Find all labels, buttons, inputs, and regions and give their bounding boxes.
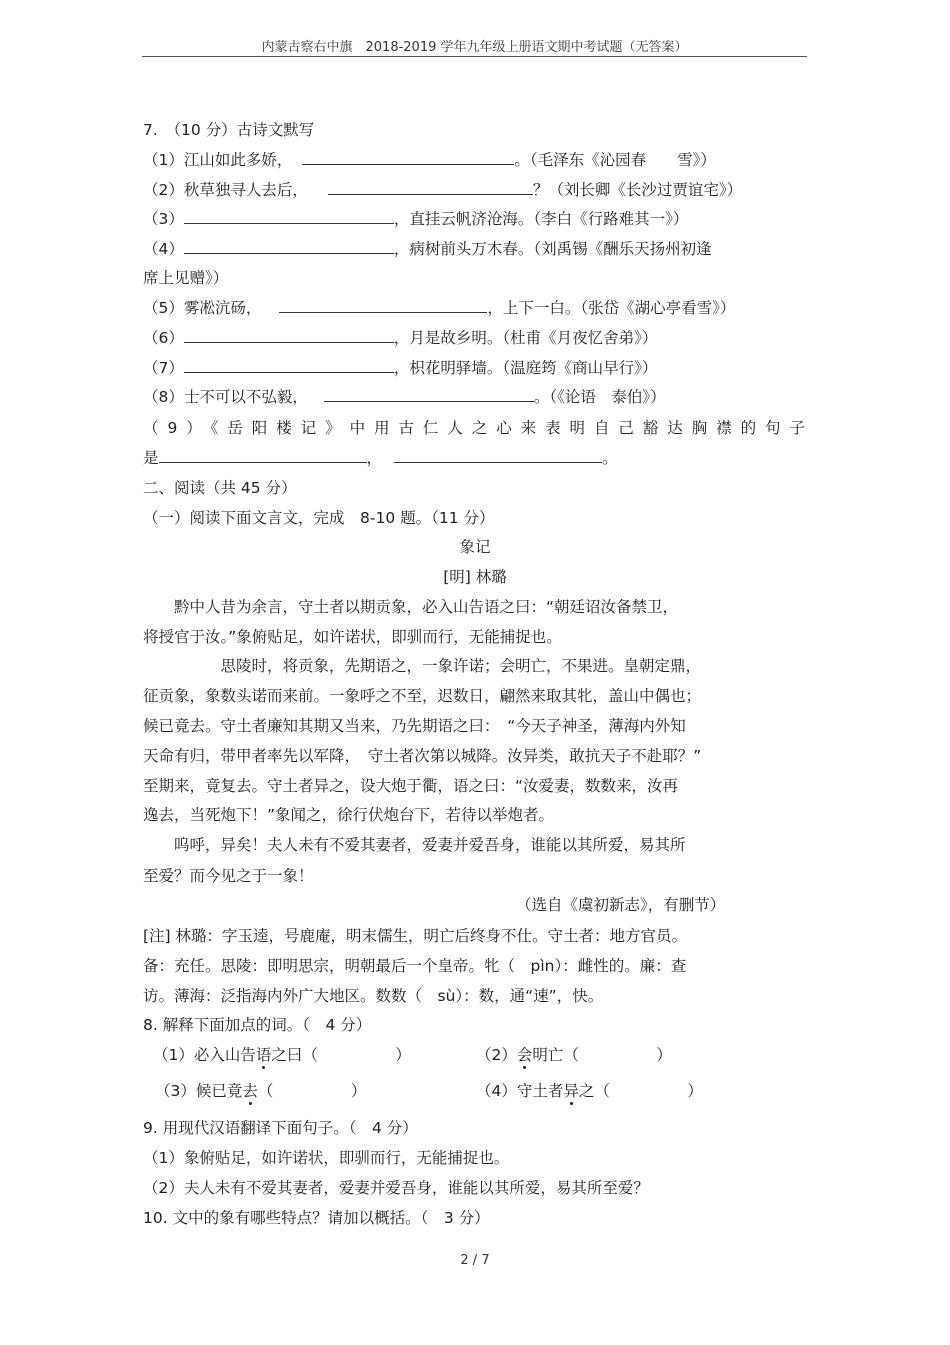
passage-line: 天命有归，带甲者率先以军降， 守土者次第以城降。汝异类，敢抗天子不赴耶？” xyxy=(143,747,702,765)
passage-title: 象记 xyxy=(459,538,491,556)
q8-item-3: （3）候已竟去（ ） xyxy=(155,1082,367,1100)
answer-blank[interactable] xyxy=(184,209,394,224)
q8-item-4: （4）守土者异之（ ） xyxy=(476,1082,703,1100)
page-header: 内蒙古察右中旗 2018-2019 学年九年级上册语文期中考试题（无答案） xyxy=(261,40,688,55)
q7-item-7: （7） ，枳花明驿墙。（温庭筠《商山早行》） xyxy=(143,359,658,377)
emphasis-dot-word: 去 xyxy=(242,1082,258,1100)
answer-blank[interactable] xyxy=(159,448,367,463)
q7-item-4: （4） ，病树前头万木春。（刘禹锡《酬乐天扬州初逢 xyxy=(143,240,712,258)
passage-line: 至期来，竟复去。守土者异之，设大炮于衢，语之曰：“汝爱妻，数数来，汝再 xyxy=(143,777,679,795)
q7-item-6: （6） ，月是故乡明。（杜甫《月夜忆舍弟》） xyxy=(143,329,658,347)
q8-item-1: （1）必入山告语之曰（ ） xyxy=(153,1046,411,1064)
page-number: 2 / 7 xyxy=(460,1253,490,1268)
q7-item-3: （3） ，直挂云帆济沧海。（李白《行路难其一》） xyxy=(143,210,689,228)
answer-blank[interactable] xyxy=(279,298,487,313)
emphasis-dot-word: 会 xyxy=(516,1046,533,1064)
answer-blank[interactable] xyxy=(184,239,394,254)
q7-item-4-cont: 席上见赠》） xyxy=(143,269,229,287)
passage-line: 逸去，当死炮下！”象闻之，徐行伏炮台下，若待以举炮者。 xyxy=(143,806,555,824)
passage-line: 黔中人昔为余言，守土者以期贡象，必入山告语之曰：“朝廷诏汝备禁卫， xyxy=(143,598,679,616)
q7-item-5: （5）雾凇沆砀， ，上下一白。（张岱《湖心亭看雪》） xyxy=(143,299,736,317)
q9-sentence-1: （1）象俯贴足，如许诺状，即驯而行，无能捕捉也。 xyxy=(143,1149,510,1167)
answer-blank[interactable] xyxy=(324,387,534,402)
q7-item-9-cont: 是 ， 。 xyxy=(143,449,618,467)
q7-title: 7. （10 分）古诗文默写 xyxy=(143,121,315,139)
q8-title: 8. 解释下面加点的词。（ 4 分） xyxy=(143,1016,372,1034)
q7-item-9: （9）《岳阳楼记》中用古仁人之心来表明自己豁达胸襟的句子 xyxy=(143,419,805,437)
q7-item-2: （2）秋草独寻人去后， ？（刘长卿《长沙过贾谊宅》） xyxy=(143,181,743,199)
passage-line: 候已竟去。守土者廉知其期又当来，乃先期语之曰： “今天子神圣，薄海内外知 xyxy=(143,717,686,735)
emphasis-dot-word: 异 xyxy=(563,1082,579,1100)
answer-blank[interactable] xyxy=(184,358,394,373)
emphasis-dot-word: 语 xyxy=(255,1046,272,1064)
passage-line: 征贡象，象数头诺而来前。一象呼之不至，迟数日，翩然来取其牝，盖山中偶也； xyxy=(143,687,702,705)
answer-blank[interactable] xyxy=(302,150,514,165)
answer-blank[interactable] xyxy=(394,448,602,463)
header-rule xyxy=(142,56,807,57)
section-title: 二、阅读（共 45 分） xyxy=(143,479,297,497)
passage-author: [明] 林璐 xyxy=(443,568,507,586)
q7-item-8: （8）士不可以不弘毅， 。（《论语 泰伯》） xyxy=(143,388,666,406)
passage-line: 至爱？而今见之于一象！ xyxy=(143,867,314,885)
passage-line: 思陵时，将贡象，先期语之，一象许诺；会明亡，不果进。皇朝定鼎， xyxy=(143,657,702,675)
q9-sentence-2: （2）夫人未有不爱其妻者，爱妻并爱吾身，谁能以其所爱，易其所至爱？ xyxy=(143,1179,649,1197)
answer-blank[interactable] xyxy=(184,328,394,343)
answer-blank[interactable] xyxy=(328,180,533,195)
passage-source: （选自《虞初新志》，有删节） xyxy=(516,896,726,914)
subsection-title: （一）阅读下面文言文，完成 8-10 题。（11 分） xyxy=(143,509,495,527)
q10-title: 10. 文中的象有哪些特点？请加以概括。（ 3 分） xyxy=(143,1209,490,1227)
passage-note: [注] 林璐：字玉逵，号鹿庵，明末儒生，明亡后终身不仕。守土者：地方官员。 xyxy=(143,927,688,945)
passage-line: 将授官于汝。”象俯贴足，如许诺状，即驯而行，无能捕捉也。 xyxy=(143,628,562,646)
passage-note: 备：充任。思陵：即明思宗，明朝最后一个皇帝。牝（ pìn）：雌性的。廉：查 xyxy=(143,957,687,975)
q8-item-2: （2）会明亡（ ） xyxy=(476,1046,672,1064)
passage-note: 访。薄海：泛指海内外广大地区。数数（ sù）：数，通“速”，快。 xyxy=(143,987,604,1005)
q7-item-1: （1）江山如此多娇， 。（毛泽东《沁园春 雪》） xyxy=(143,151,716,169)
passage-line: 呜呼，异矣！夫人未有不爱其妻者，爱妻并爱吾身，谁能以其所爱，易其所 xyxy=(143,836,686,854)
q9-title: 9. 用现代汉语翻译下面句子。（ 4 分） xyxy=(143,1119,418,1137)
